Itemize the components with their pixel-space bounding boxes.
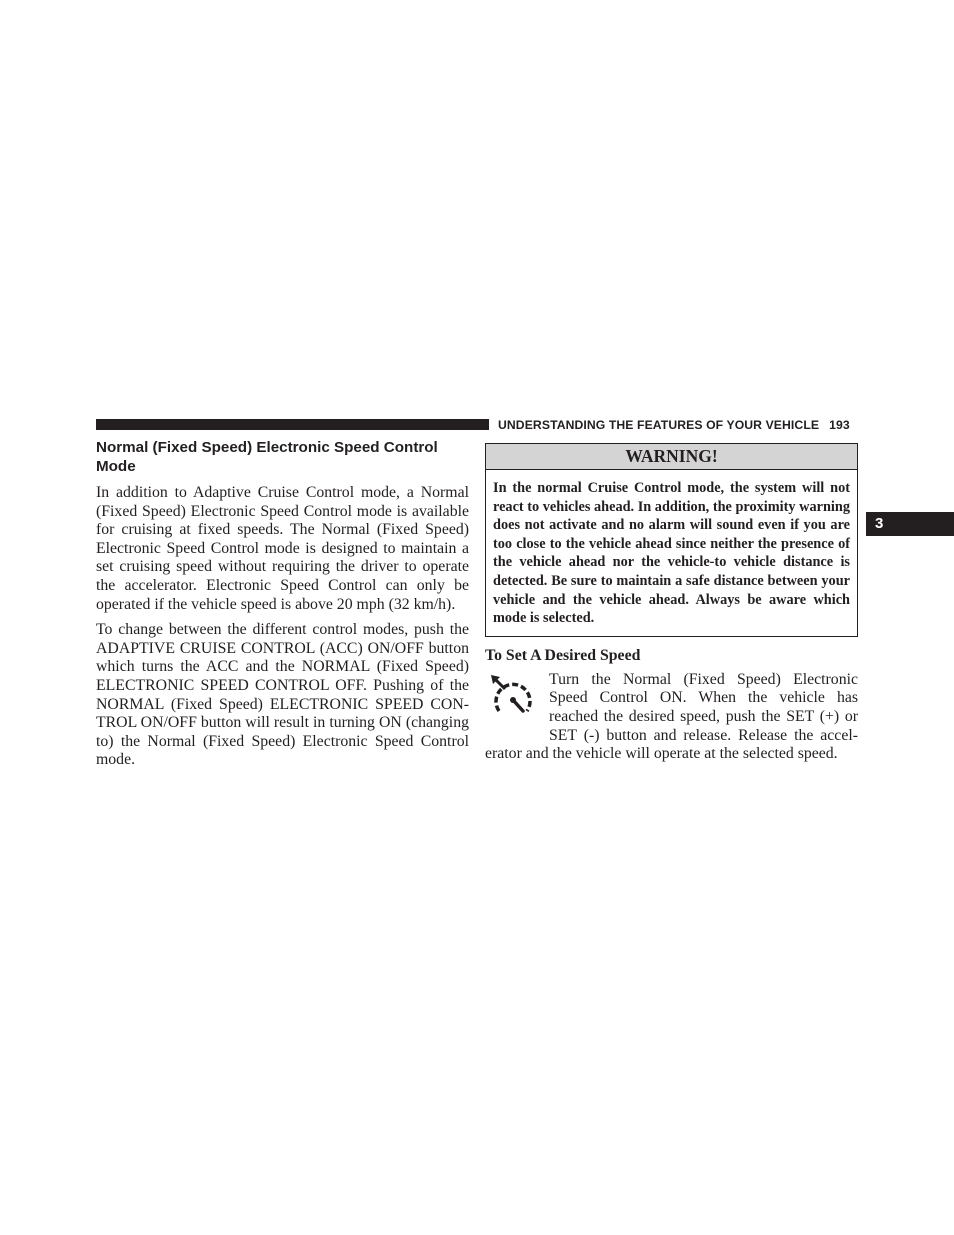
subsection-paragraph: Turn the Normal (Fixed Speed) Electronic Speed Control ON. When the vehicle has reached the desired speed, push the SET (+) or SET (-) button and release. Release the accelerator and the vehicle will operate at the selected speed. — [485, 670, 858, 763]
body-paragraph-1: In addition to Adaptive Cruise Control mode, a Normal (Fixed Speed) Electronic Speed Control mode is available for cruising at fixed speeds. The Normal (Fixed Speed) Electronic Speed Control mode is designed to maintain a set cruising speed without requiring the driver to operate the accelerator. Electronic Speed Control can only be operated if the vehicle speed is above 20 mph (32 km/h). — [96, 484, 469, 613]
page-number: 193 — [829, 418, 850, 432]
section-title: Normal (Fixed Speed) Electronic Speed Control Mode — [96, 439, 438, 475]
running-head-title: UNDERSTANDING THE FEATURES OF YOUR VEHICLE — [498, 418, 820, 432]
warning-title: WARNING! — [486, 444, 857, 470]
subsection-title: To Set A Desired Speed — [485, 646, 641, 664]
cruise-control-icon — [485, 669, 549, 727]
left-column — [96, 438, 469, 777]
chapter-tab: 3 — [866, 512, 954, 536]
warning-box — [485, 443, 858, 637]
body-paragraph-2: To change between the different control modes, push the ADAPTIVE CRUISE CONTROL (ACC) ON/OFF button which turns the ACC and the NORMAL (Fixed Speed) ELECTRONIC SPEED CONTROL OFF. Pushing of the NORMAL (Fixed Speed) ELECTRONIC SPEED CONTROL ON/OFF button will result in turning ON (changing to) the Normal (Fixed Speed) Electronic Speed Control mode. — [96, 621, 469, 769]
right-column — [485, 443, 858, 771]
header-rule — [96, 419, 489, 430]
warning-text: In the normal Cruise Control mode, the system will not react to vehicles ahead. In addition, the proximity warning does not activate and no alarm will sound even if you are too close to the vehicle ahead since neither the presence of the vehicle ahead nor the vehicle-to vehicle distance is detected. Be sure to maintain a safe distance between your vehicle and the vehicle ahead. Always be aware which mode is selected. — [493, 480, 850, 627]
running-head — [498, 418, 858, 432]
